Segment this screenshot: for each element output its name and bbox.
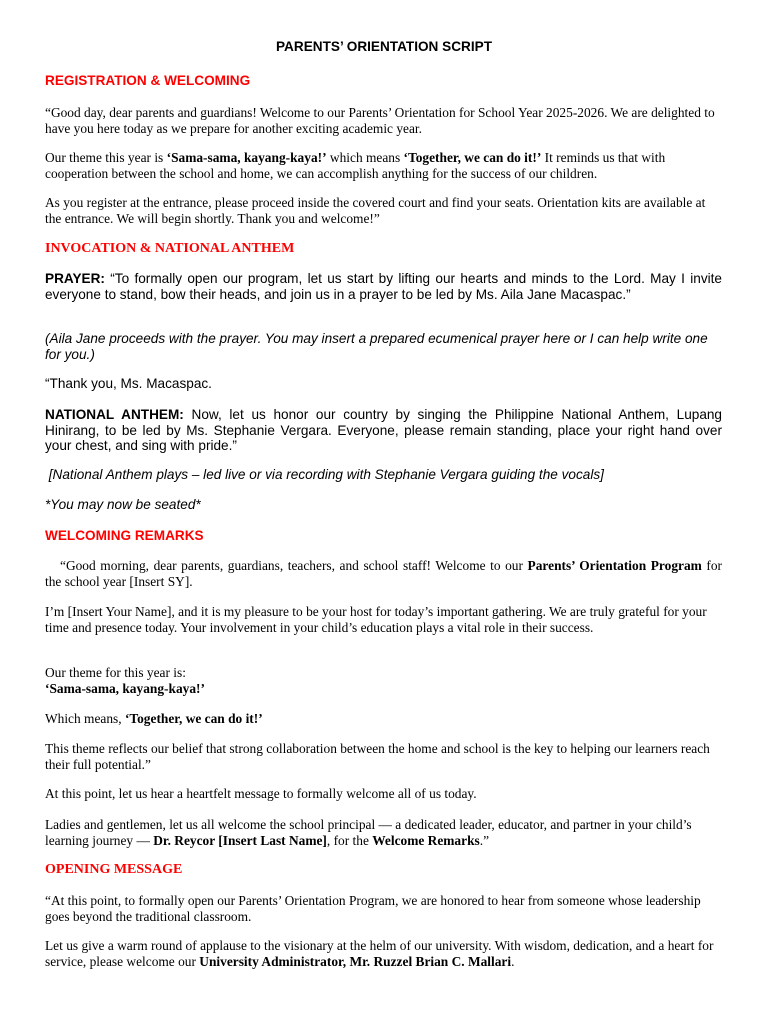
welcoming-meaning: Which means, ‘Together, we can do it!’ (45, 711, 263, 726)
principal-name: Dr. Reycor [Insert Last Name] (153, 832, 327, 848)
prayer-label: PRAYER: (45, 271, 105, 286)
seated-note: *You may now be seated* (45, 497, 201, 512)
welcoming-paragraph-5: This theme reflects our belief that strong collaboration between the home and school is the key to helping our learners reach their full potential.” (45, 741, 710, 772)
registration-paragraph-1: “Good day, dear parents and guardians! Welcome to our Parents’ Orientation for School Year 2025-2026. We are delighted to have you here today as we prepare for another exciting academic year. (45, 105, 715, 136)
registration-paragraph-3: As you register at the entrance, please proceed inside the covered court and find your seats. Orientation kits are available at the entrance. We will begin shortly. Thank you and welcome!” (45, 195, 706, 226)
thanks-line: “Thank you, Ms. Macaspac. (45, 376, 212, 391)
heading-opening: OPENING MESSAGE (45, 862, 183, 877)
anthem-note: [National Anthem plays – led live or via recording with Stephanie Vergara guiding the vocals] (45, 467, 604, 482)
opening-paragraph-2: Let us give a warm round of applause to the visionary at the helm of our university. With wisdom, dedication, and a heart for service, please welcome our University Administrator, Mr. Ruzzel Brian C. Mallari. (45, 938, 714, 969)
anthem-paragraph: NATIONAL ANTHEM: Now, let us honor our country by singing the Philippine National Anthem, Lupang Hinirang, to be led by Ms. Stephanie Vergara. Everyone, please remain standing, place your right hand over your chest, and sing with pride.” (45, 407, 722, 453)
welcoming-paragraph-1: “Good morning, dear parents, guardians, teachers, and school staff! Welcome to our Parents’ Orientation Program for the school year [Insert SY]. (45, 558, 723, 589)
welcoming-theme-intro: Our theme for this year is: ‘Sama-sama, kayang-kaya!’ (45, 665, 205, 696)
program-name: Parents’ Orientation Program (527, 558, 702, 573)
anthem-label: NATIONAL ANTHEM: (45, 407, 184, 422)
welcoming-paragraph-7: Ladies and gentlemen, let us all welcome the school principal — a dedicated leader, educator, and partner in your child’s learning journey — Dr. Reycor [Insert Last Name], for the Welcome Remarks.” (45, 817, 692, 848)
prayer-note: (Aila Jane proceeds with the prayer. You may insert a prepared ecumenical prayer here or I can help write one for you.) (45, 331, 708, 362)
opening-paragraph-1: “At this point, to formally open our Parents’ Orientation Program, we are honored to hear from someone whose leadership goes beyond the traditional classroom. (45, 893, 701, 924)
document-title: PARENTS’ ORIENTATION SCRIPT (276, 39, 492, 54)
heading-invocation: INVOCATION & NATIONAL ANTHEM (45, 241, 295, 256)
registration-paragraph-2: Our theme this year is ‘Sama-sama, kayang-kaya!’ which means ‘Together, we can do it!’ It reminds us that with cooperation between the school and home, we can accomplish anything for the success of our children. (45, 150, 666, 181)
administrator-name: University Administrator, Mr. Ruzzel Brian C. Mallari (199, 953, 512, 969)
welcoming-paragraph-6: At this point, let us hear a heartfelt message to formally welcome all of us today. (45, 786, 477, 801)
welcoming-theme: ‘Sama-sama, kayang-kaya!’ (45, 680, 205, 696)
theme-text: ‘Sama-sama, kayang-kaya!’ (166, 150, 327, 165)
prayer-paragraph: PRAYER: “To formally open our program, let us start by lifting our hearts and minds to the Lord. May I invite everyone to stand, bow their heads, and join us in a prayer to be led by Ms. Aila Jane Macaspac.” (45, 271, 722, 302)
heading-welcoming: WELCOMING REMARKS (45, 528, 204, 543)
theme-meaning: ‘Together, we can do it!’ (403, 150, 542, 165)
heading-registration: REGISTRATION & WELCOMING (45, 73, 251, 88)
welcoming-paragraph-2: I’m [Insert Your Name], and it is my pleasure to be your host for today’s important gathering. We are truly grateful for your time and presence today. Your involvement in your child’s education plays a vital role in their success. (45, 604, 707, 635)
